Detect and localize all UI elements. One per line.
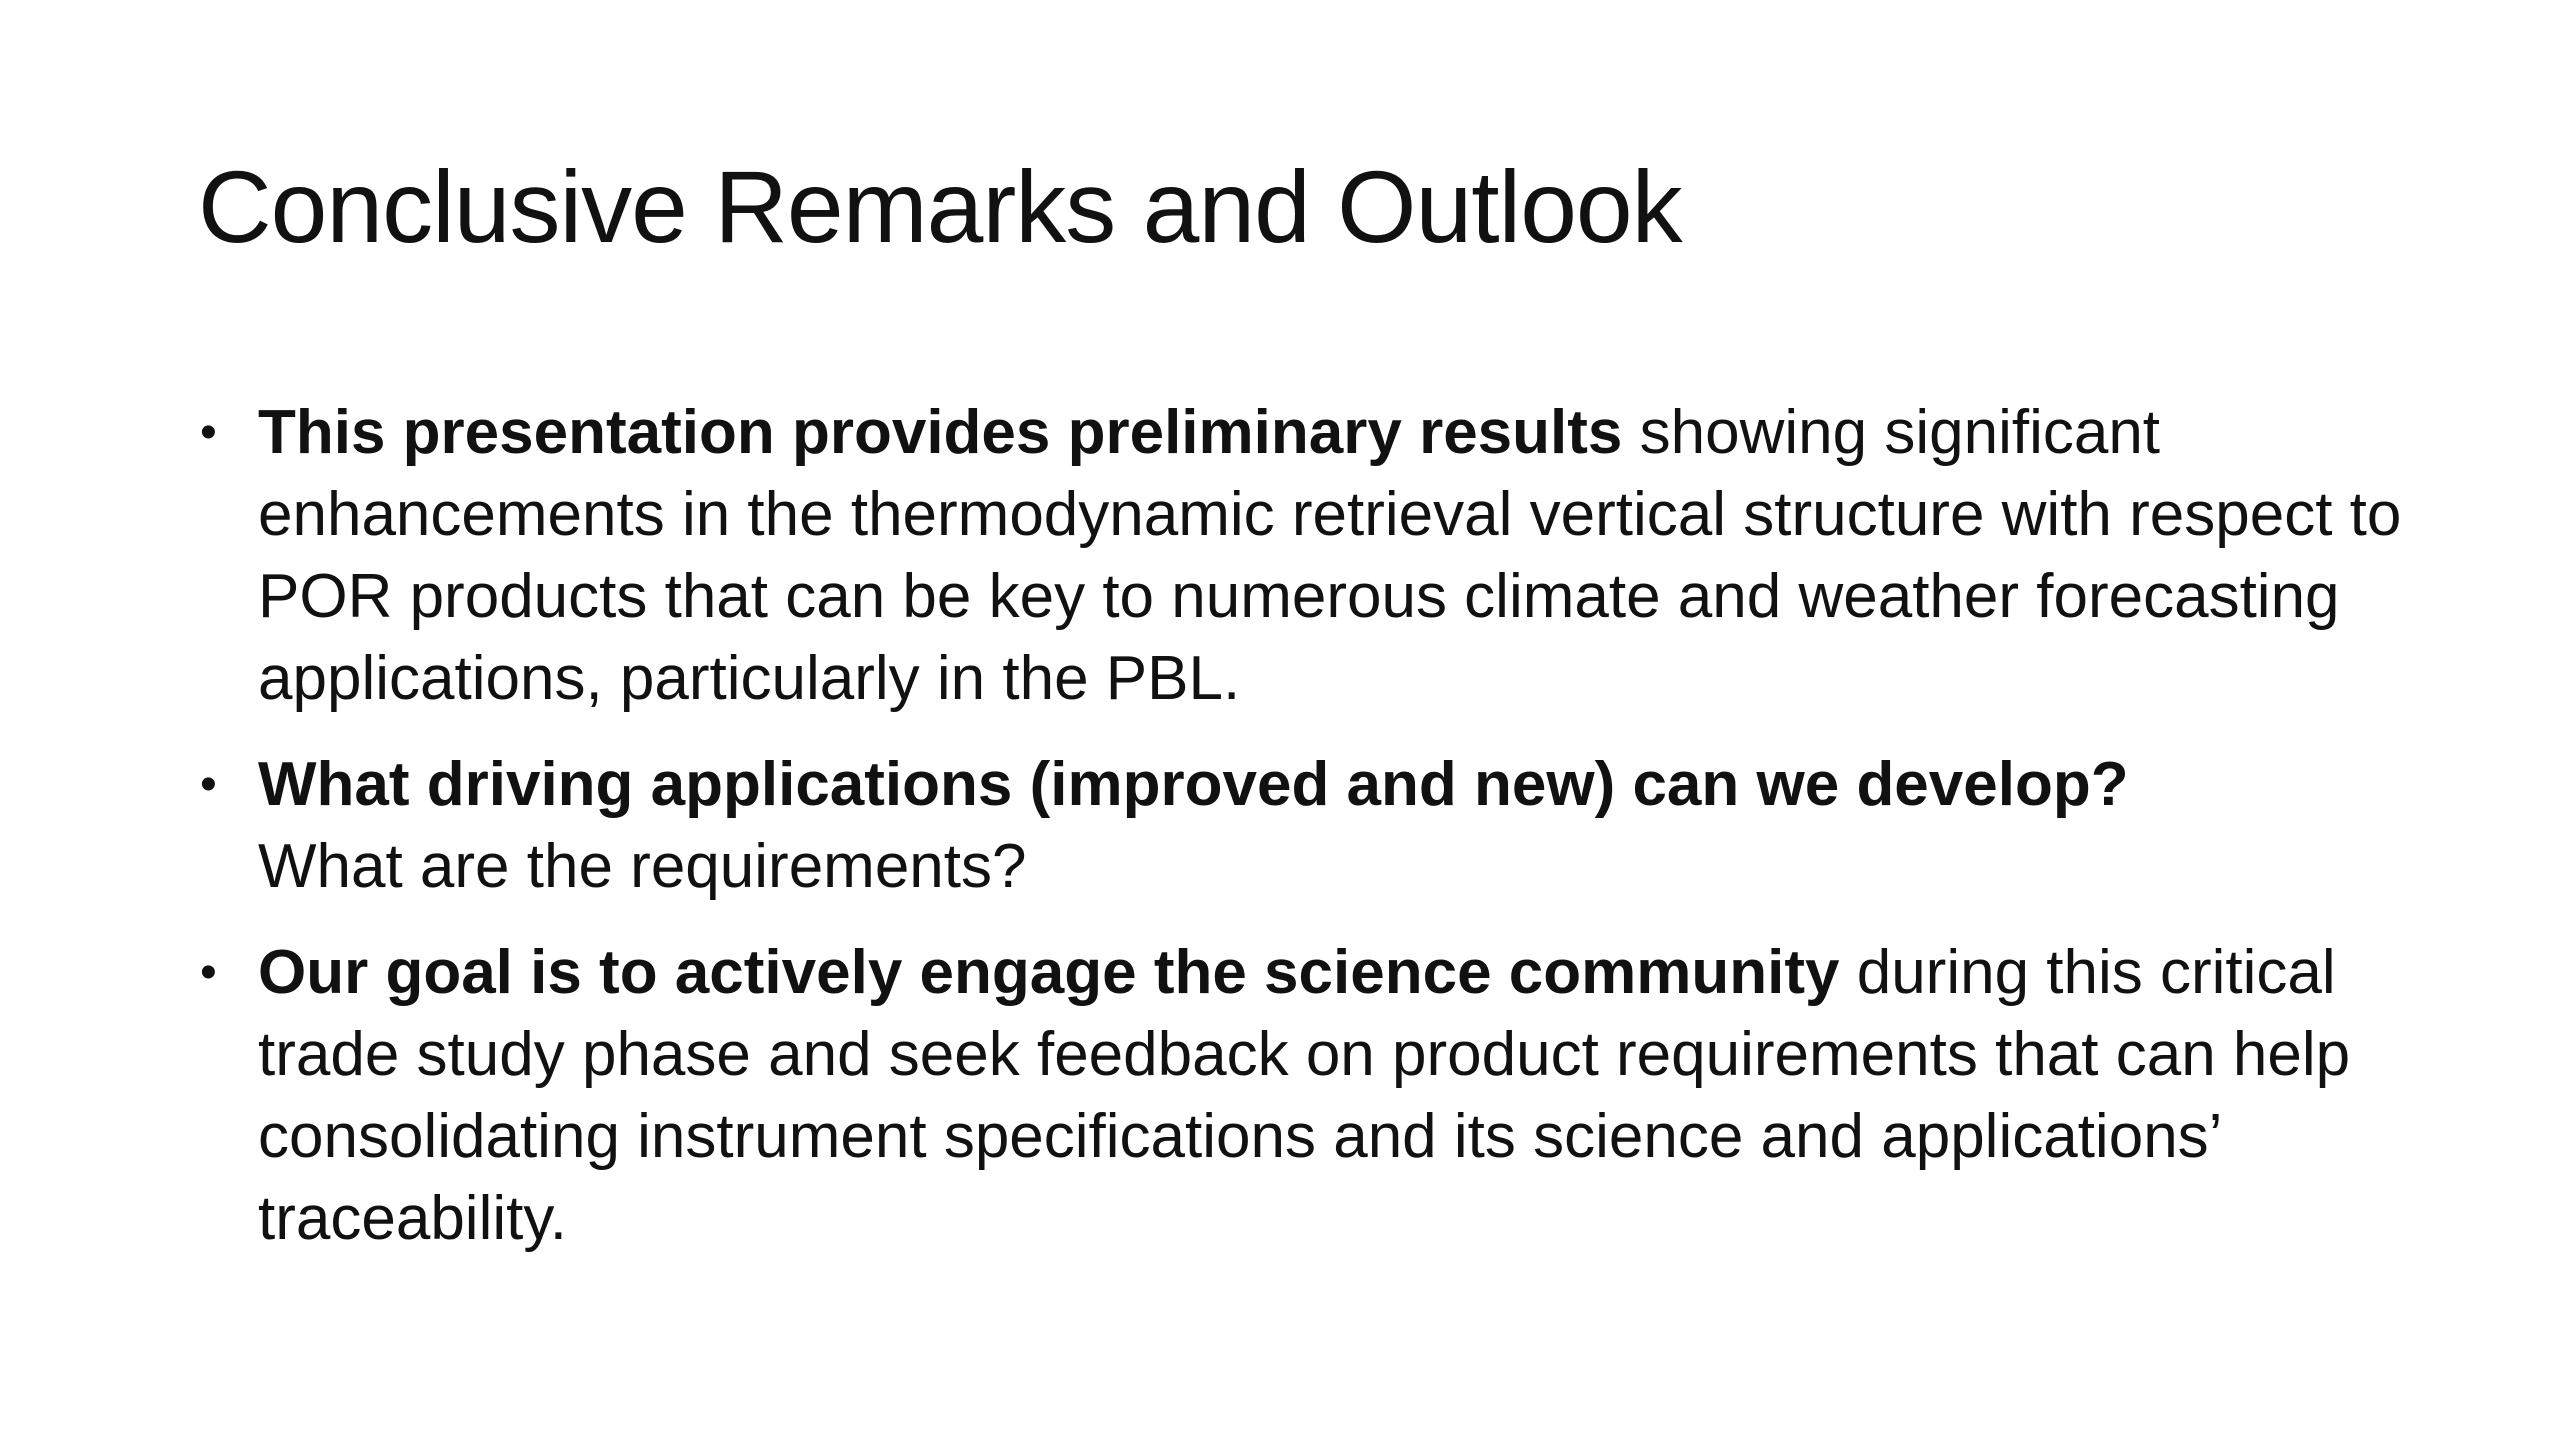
bullet-bold-text: Our goal is to actively engage the science community	[258, 938, 1840, 1007]
bullet-icon: •	[200, 406, 217, 459]
bullet-item-1	[196, 392, 2406, 720]
bullet-icon: •	[200, 758, 217, 811]
bullet-icon: •	[200, 946, 217, 999]
bullet-list	[196, 392, 2406, 1284]
bullet-bold-text: This presentation provides preliminary results	[258, 398, 1623, 467]
slide-title: Conclusive Remarks and Outlook	[198, 150, 1682, 264]
bullet-bold-text: What driving applications (improved and new) can we develop?	[258, 750, 2129, 819]
bullet-item-2	[196, 744, 2406, 908]
bullet-item-3	[196, 932, 2406, 1260]
bullet-body-text: during this critical trade study phase and seek feedback on product requirements that can help consolidating instrument specifications and its science and applications’ traceability.	[258, 938, 2351, 1253]
bullet-body-text: What are the requirements?	[258, 832, 1027, 901]
bullet-body-text: showing significant enhancements in the thermodynamic retrieval vertical structure with respect to POR products that can be key to numerous climate and weather forecasting applications, particularly in the PBL.	[258, 398, 2402, 713]
